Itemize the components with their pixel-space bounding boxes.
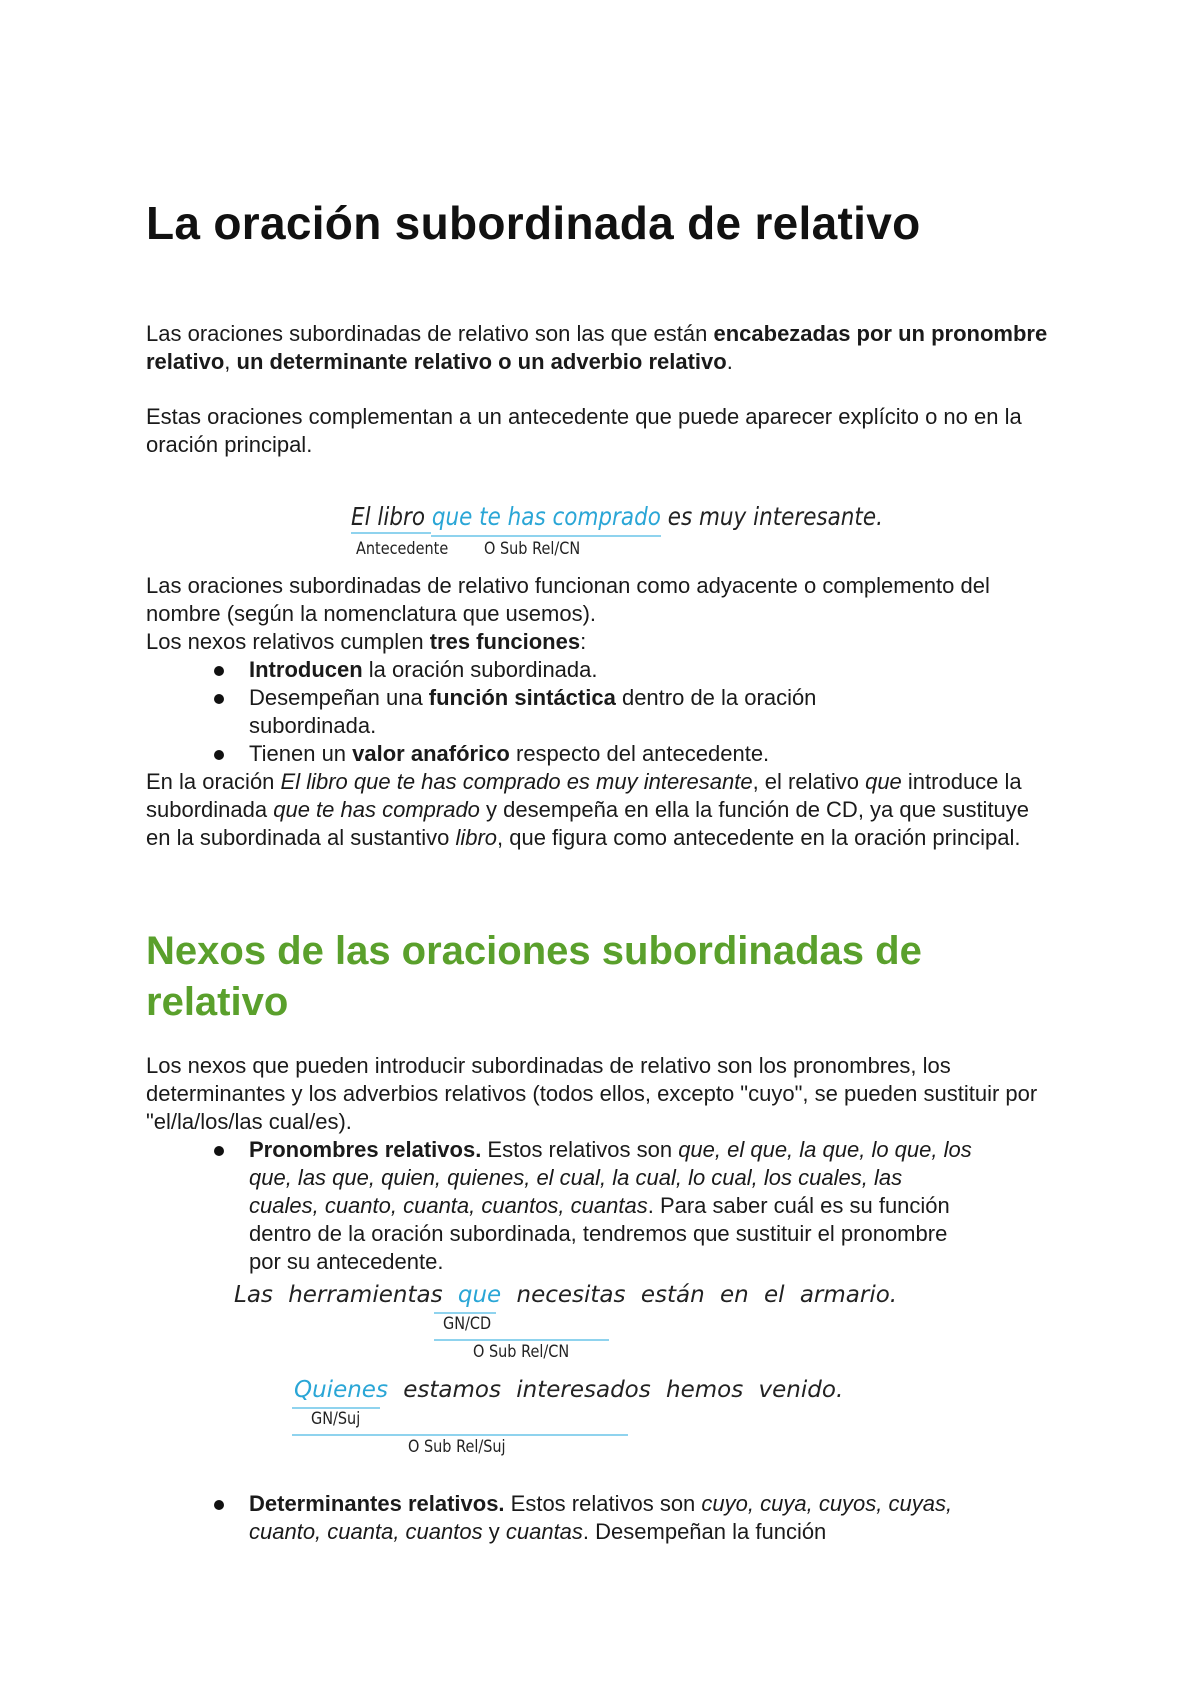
list-item (146, 740, 1066, 768)
label-sub-rel: O Sub Rel/CN (473, 1342, 570, 1362)
text: Estos relativos son (504, 1491, 702, 1516)
text: introduce la subordinada (146, 769, 1022, 822)
bullet-icon (214, 750, 224, 760)
list-item (146, 656, 1066, 684)
section-title-nexos: Nexos de las oraciones subordinadas de relativo (146, 929, 922, 1024)
list-item (146, 1136, 1066, 1276)
nexos-paragraph: Los nexos que pueden introducir subordinadas de relativo son los pronombres, los determinantes y los adverbios relativos (todos ellos, excepto "cuyo", se pueden sustituir por "el/la/los/las cual/es). (146, 1053, 1038, 1134)
bold-text: Pronombres relativos. (249, 1137, 482, 1162)
text: : (580, 629, 587, 654)
example-text: estamos interesados hemos venido. (387, 1377, 844, 1403)
italic-text: cuantas (505, 1519, 583, 1544)
example-text: es muy interesante. (660, 502, 883, 531)
text: . Desempeñan la función (582, 1519, 827, 1544)
text: , que figura como antecedente en la oración principal. (497, 825, 1021, 850)
example-sentence-1 (351, 502, 883, 531)
text: Desempeñan una (249, 685, 429, 710)
list-item (146, 1490, 1066, 1546)
text: y (482, 1519, 506, 1544)
example-sentence-2 (234, 1282, 897, 1308)
function-paragraph: Las oraciones subordinadas de relativo funcionan como adyacente o complemento del nombre (según la nomenclatura que usemos). (146, 573, 990, 626)
bold-text: un determinante relativo o un adverbio relativo (236, 349, 727, 374)
italic-text: que (865, 769, 902, 794)
bullet-icon (214, 694, 224, 704)
relative-pronoun: Quienes (294, 1377, 388, 1403)
bold-text: valor anafórico (352, 741, 510, 766)
italic-text: El libro que te has comprado es muy interesante (280, 769, 753, 794)
subordinate-underline (292, 1434, 628, 1436)
italic-text: que, el que, la que, lo que, los que, las que, quien, quienes, el cual, la cual, lo cual, los cuales, las cuales, cuanto, cuanta, cuantos, cuantas (249, 1137, 972, 1218)
intro-paragraph-2: Estas oraciones complementan a un antecedente que puede aparecer explícito o no en la oración principal. (146, 404, 1022, 457)
bullet-icon (214, 666, 224, 676)
label-gn-cd: GN/CD (443, 1314, 492, 1334)
example-text: necesitas están en el armario. (501, 1282, 898, 1308)
bold-text: Determinantes relativos. (249, 1491, 505, 1516)
subordinate-underline (431, 535, 661, 537)
label-antecedent: Antecedente (356, 539, 449, 559)
bold-text: Introducen (249, 657, 363, 682)
nexos-functions-intro (146, 628, 1066, 656)
italic-text: libro (455, 825, 498, 850)
text: dentro de la oración subordinada. (249, 685, 817, 738)
italic-text: cuyo, cuya, cuyos, cuyas, cuanto, cuanta, cuantos (249, 1491, 953, 1544)
functions-list (146, 656, 1066, 768)
text: Estos relativos son (481, 1137, 679, 1162)
antecedent-underline (351, 532, 431, 534)
relative-clause: que te has comprado (431, 502, 661, 531)
nexos-list-continued (146, 1490, 1066, 1546)
relative-pronoun: que (457, 1282, 502, 1308)
italic-text: que te has comprado (273, 797, 480, 822)
text: . Para saber cuál es su función dentro de la oración subordinada, tendremos que sustituir el pronombre por su antecedente. (249, 1193, 950, 1274)
example-text: El libro (351, 502, 432, 531)
text: , el relativo (752, 769, 866, 794)
text: En la oración (146, 769, 281, 794)
text: y desempeña en ella la función de CD, ya que sustituye en la subordinada al sustantivo (146, 797, 1030, 850)
bold-text: encabezadas por un pronombre relativo (146, 321, 1048, 374)
label-sub-rel: O Sub Rel/Suj (408, 1437, 506, 1457)
label-gn-suj: GN/Suj (311, 1409, 361, 1429)
bullet-icon (214, 1500, 224, 1510)
text: . (726, 349, 733, 374)
intro-paragraph-1 (146, 320, 1066, 376)
example-explanation (146, 768, 1046, 852)
subordinate-underline (434, 1339, 609, 1341)
text: Tienen un (249, 741, 353, 766)
bold-text: función sintáctica (428, 685, 616, 710)
text: Las oraciones subordinadas de relativo son las que están (146, 321, 714, 346)
example-sentence-3 (294, 1377, 843, 1403)
label-sub-rel: O Sub Rel/CN (484, 539, 581, 559)
text: respecto del antecedente. (509, 741, 770, 766)
bold-text: tres funciones (429, 629, 581, 654)
nexos-list (146, 1136, 1066, 1276)
example-text: Las herramientas (234, 1282, 458, 1308)
page-title: La oración subordinada de relativo (146, 197, 921, 249)
text: , (224, 349, 237, 374)
text: Los nexos relativos cumplen (146, 629, 430, 654)
list-item (146, 684, 1066, 740)
bullet-icon (214, 1146, 224, 1156)
text: la oración subordinada. (362, 657, 598, 682)
